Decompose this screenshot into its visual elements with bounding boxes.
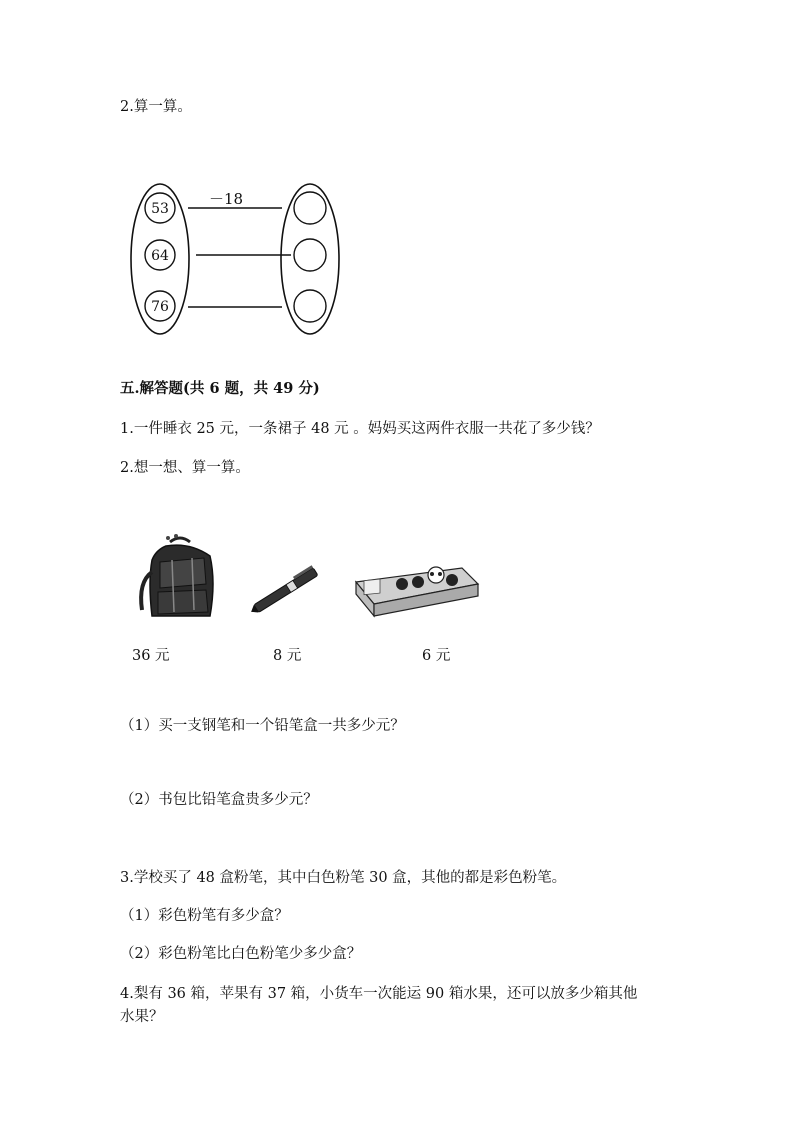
problem-3-sub-2: （2）彩色粉笔比白色粉笔少多少盒？ (120, 946, 362, 962)
problem-2-sub-1: （1）买一支钢笔和一个铅笔盒一共多少元？ (120, 718, 405, 734)
answer-circle-3[interactable] (294, 290, 326, 322)
calc-diagram (125, 180, 355, 340)
input-value-1: 53 (151, 201, 169, 217)
q2-title: 2.算一算。 (120, 99, 192, 115)
input-value-3: 76 (151, 299, 169, 315)
pen-icon (245, 560, 330, 620)
input-value-2: 64 (151, 248, 169, 264)
price-backpack: 36 元 (132, 648, 170, 664)
price-pen: 8 元 (273, 648, 302, 664)
operator-label: －18 (209, 190, 244, 208)
problem-1: 1.一件睡衣 25 元，一条裙子 48 元 。妈妈买这两件衣服一共花了多少钱？ (120, 421, 600, 437)
problem-4-line-2: 水果？ (120, 1009, 164, 1025)
problem-2-title: 2.想一想、算一算。 (120, 460, 250, 476)
problem-4-line-1: 4.梨有 36 箱，苹果有 37 箱，小货车一次能运 90 箱水果，还可以放多少箱其他 (120, 986, 638, 1002)
problem-3-sub-1: （1）彩色粉笔有多少盒？ (120, 908, 289, 924)
answer-circle-2[interactable] (294, 239, 326, 271)
answer-circle-1[interactable] (294, 192, 326, 224)
backpack-icon (130, 532, 230, 622)
pencil-case-icon (352, 560, 482, 620)
section-heading: 五.解答题(共 6 题，共 49 分) (120, 380, 320, 397)
price-pencil-case: 6 元 (422, 648, 451, 664)
problem-2-sub-2: （2）书包比铅笔盒贵多少元？ (120, 792, 318, 808)
problem-3: 3.学校买了 48 盒粉笔，其中白色粉笔 30 盒，其他的都是彩色粉笔。 (120, 870, 567, 886)
